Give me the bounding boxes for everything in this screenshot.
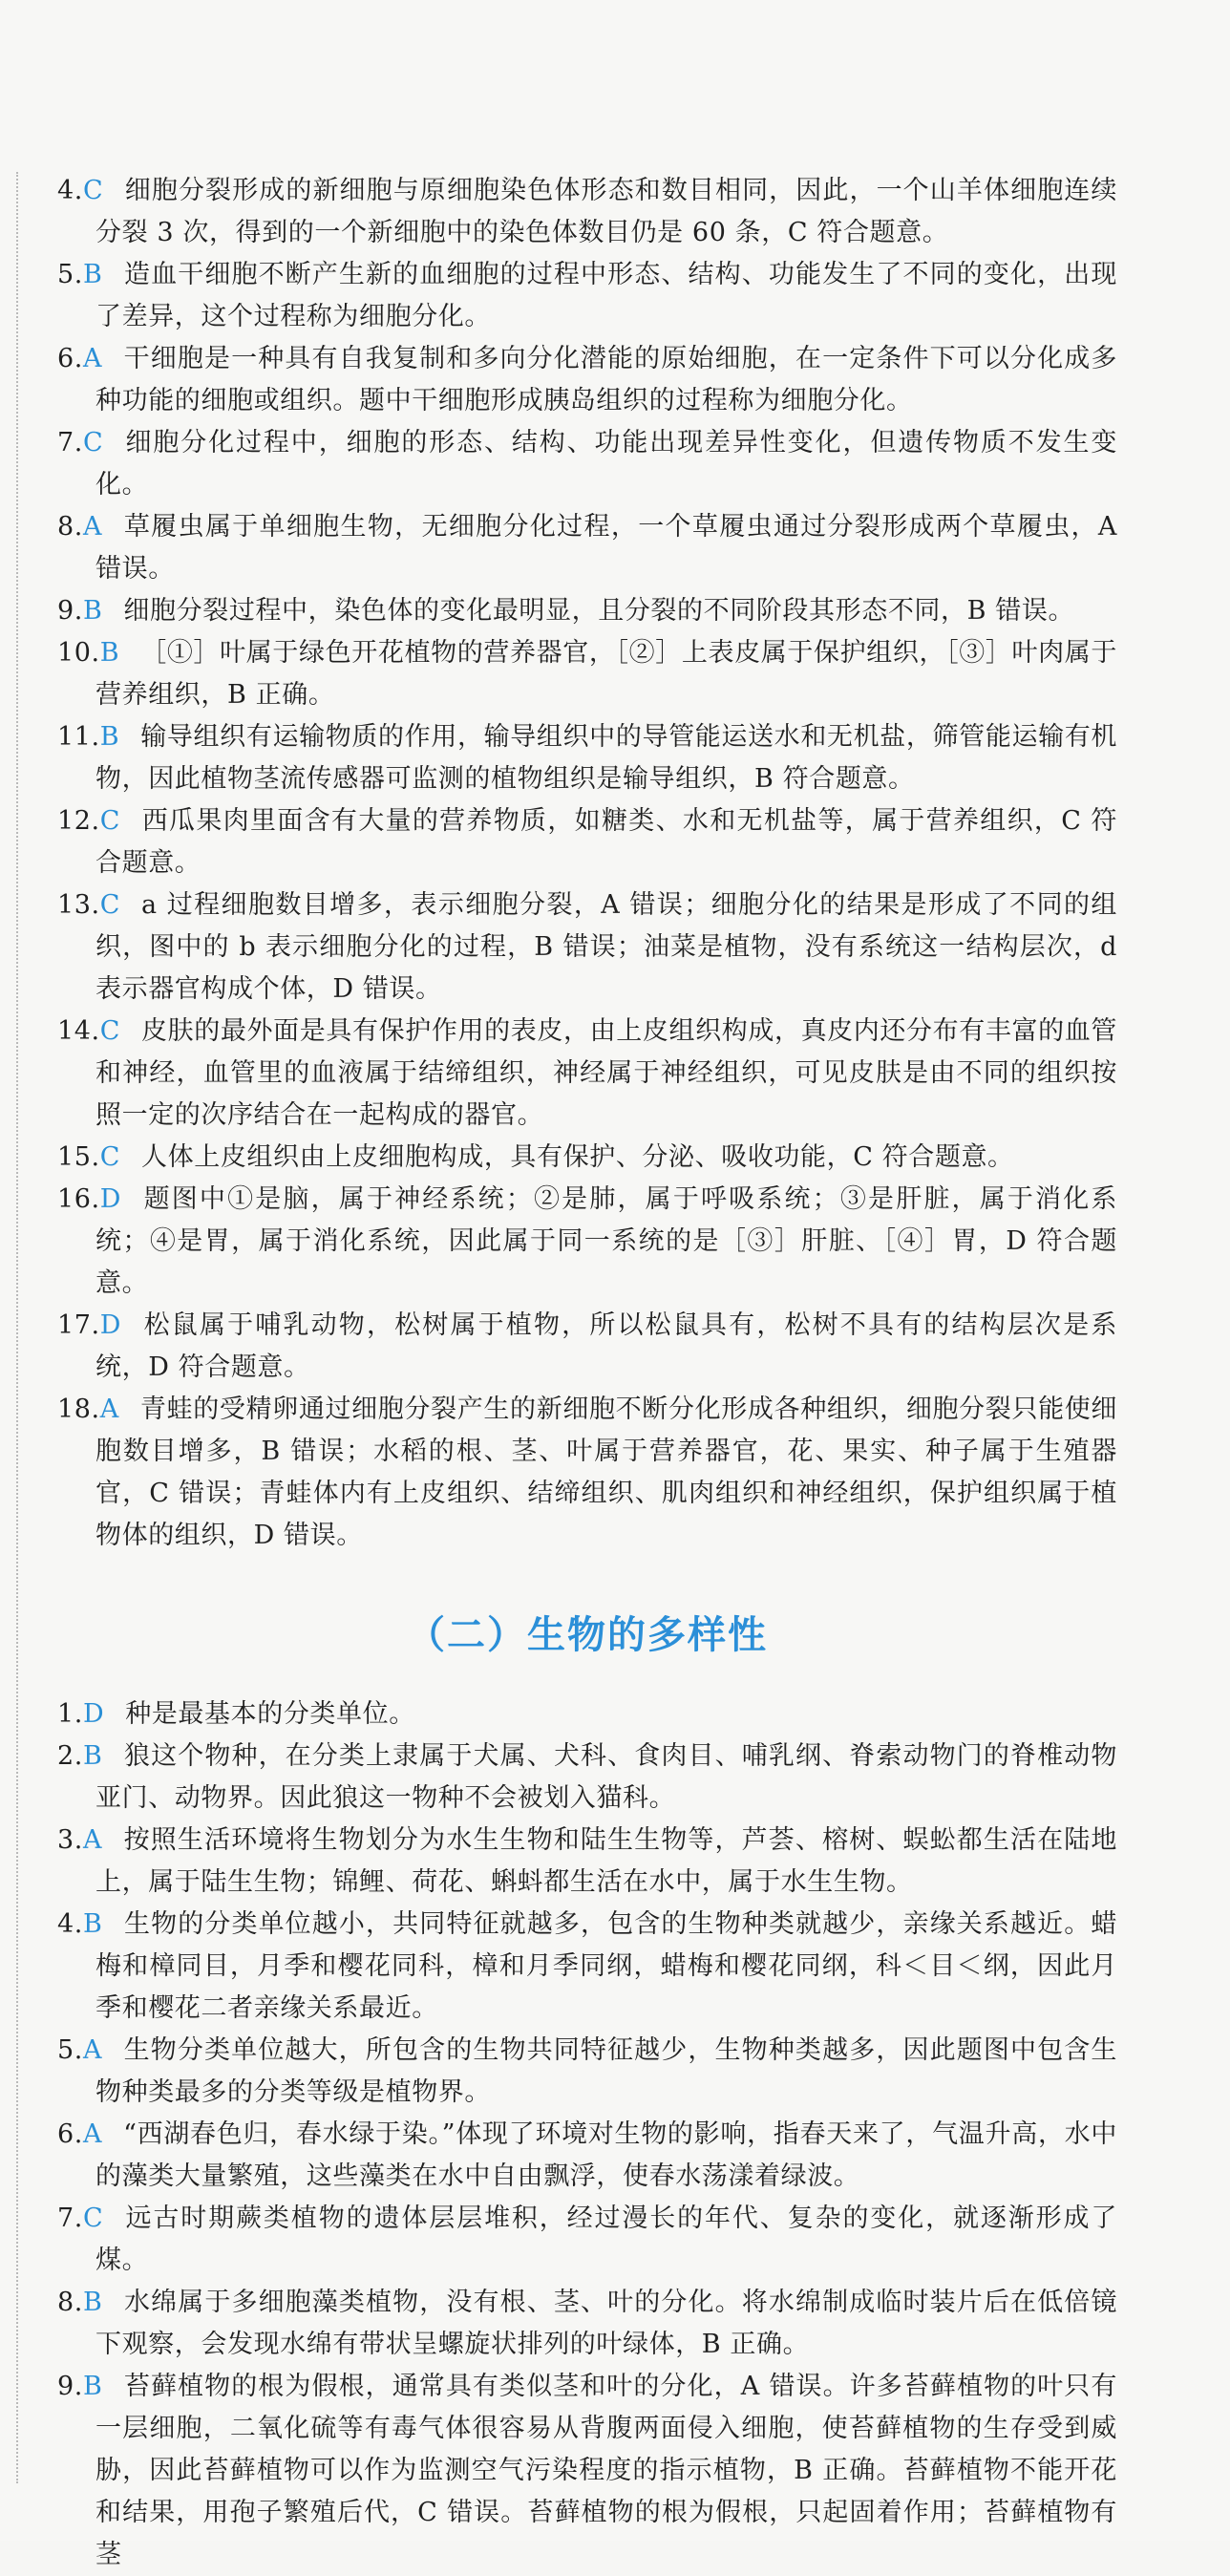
question-number: 16. — [57, 1184, 100, 1214]
answer-item — [57, 338, 1117, 422]
question-number: 6. — [57, 2119, 83, 2149]
answer-item — [57, 716, 1117, 800]
question-number: 14. — [57, 1016, 100, 1046]
answer-item — [57, 2366, 1117, 2576]
answer-letter: B — [99, 722, 120, 752]
question-number: 10. — [57, 638, 100, 668]
question-number: 4. — [57, 1909, 83, 1939]
explanation-text: 细胞分裂过程中，染色体的变化最明显，且分裂的不同阶段其形态不同，B 错误。 — [123, 596, 1075, 626]
answer-letter: B — [82, 2288, 103, 2317]
answer-letter: A — [82, 1825, 103, 1855]
explanation-text: ［①］叶属于绿色开花植物的营养器官，［②］上表皮属于保护组织，［③］叶肉属于营养组织，B 正确。 — [95, 638, 1117, 710]
question-number: 8. — [57, 2288, 83, 2317]
question-number: 7. — [57, 428, 83, 458]
explanation-text: 西瓜果肉里面含有大量的营养物质，如糖类、水和无机盐等，属于营养组织，C 符合题意。 — [95, 806, 1117, 878]
explanation-text: 狼这个物种，在分类上隶属于犬属、犬科、食肉目、哺乳纲、脊索动物门的脊椎动物亚门、动物界。因此狼这一物种不会被划入猫科。 — [95, 1741, 1117, 1813]
question-number: 11. — [57, 722, 100, 752]
explanation-text: 生物的分类单位越小，共同特征就越多，包含的生物种类就越少，亲缘关系越近。蜡梅和樟同目，月季和樱花同科，樟和月季同纲，蜡梅和樱花同纲，科＜目＜纲，因此月季和樱花二者亲缘关系最近。 — [95, 1909, 1117, 2023]
question-number: 4. — [57, 176, 83, 205]
answer-item — [57, 1137, 1117, 1179]
answer-letter: B — [82, 260, 103, 289]
answer-item — [57, 2114, 1117, 2198]
question-number: 5. — [57, 260, 83, 289]
answer-letter: C — [82, 2203, 104, 2233]
question-number: 3. — [57, 1825, 83, 1855]
answer-letter: C — [99, 1016, 121, 1046]
explanation-text: 造血干细胞不断产生新的血细胞的过程中形态、结构、功能发生了不同的变化，出现了差异，这个过程称为细胞分化。 — [95, 260, 1117, 331]
explanation-text: 远古时期蕨类植物的遗体层层堆积，经过漫长的年代、复杂的变化，就逐渐形成了煤。 — [95, 2203, 1117, 2275]
answer-letter: C — [82, 428, 104, 458]
answer-item — [57, 170, 1117, 254]
question-number: 6. — [57, 344, 83, 373]
answer-letter: B — [82, 1909, 103, 1939]
answer-letter: C — [99, 890, 121, 920]
answer-item — [57, 1305, 1117, 1389]
answer-letter: A — [82, 2119, 103, 2149]
question-number: 17. — [57, 1310, 100, 1340]
answer-letter: A — [82, 2035, 103, 2065]
explanation-text: 细胞分化过程中，细胞的形态、结构、功能出现差异性变化，但遗传物质不发生变化。 — [95, 428, 1117, 500]
question-number: 8. — [57, 512, 83, 542]
explanation-text: 皮肤的最外面是具有保护作用的表皮，由上皮组织构成，真皮内还分布有丰富的血管和神经，血管里的血液属于结缔组织，神经属于神经组织，可见皮肤是由不同的组织按照一定的次序结合在一起构成的器官。 — [95, 1016, 1117, 1130]
answer-item — [57, 1389, 1117, 1557]
question-number: 9. — [57, 596, 83, 626]
answer-item — [57, 1179, 1117, 1305]
binding-margin-dotted-line — [16, 172, 18, 2483]
question-number: 9. — [57, 2372, 83, 2401]
explanation-text: 草履虫属于单细胞生物，无细胞分化过程，一个草履虫通过分裂形成两个草履虫，A 错误。 — [95, 512, 1117, 584]
answer-item — [57, 2198, 1117, 2282]
answer-item — [57, 506, 1117, 590]
answer-letter: C — [99, 806, 121, 836]
answer-content — [57, 170, 1117, 2576]
answer-item — [57, 2030, 1117, 2114]
answer-letter: B — [99, 638, 120, 668]
answer-letter: B — [82, 596, 103, 626]
answer-letter: A — [82, 512, 103, 542]
explanation-text: 松鼠属于哺乳动物，松树属于植物，所以松鼠具有，松树不具有的结构层次是系统，D 符合题意。 — [95, 1310, 1117, 1382]
answers-part-1 — [57, 170, 1117, 1557]
answer-letter: A — [99, 1394, 119, 1424]
answer-item — [57, 1735, 1117, 1820]
question-number: 2. — [57, 1741, 83, 1771]
explanation-text: 水绵属于多细胞藻类植物，没有根、茎、叶的分化。将水绵制成临时装片后在低倍镜下观察，会发现水绵有带状呈螺旋状排列的叶绿体，B 正确。 — [95, 2288, 1117, 2359]
answer-item — [57, 254, 1117, 338]
answer-letter: B — [82, 2372, 103, 2401]
answer-item — [57, 1693, 1117, 1735]
explanation-text: 题图中①是脑，属于神经系统；②是肺，属于呼吸系统；③是肝脏，属于消化系统；④是胃，属于消化系统，因此属于同一系统的是［③］肝脏、［④］胃，D 符合题意。 — [95, 1184, 1117, 1298]
explanation-text: 生物分类单位越大，所包含的生物共同特征越少，生物种类越多，因此题图中包含生物种类最多的分类等级是植物界。 — [95, 2035, 1117, 2107]
answer-letter: C — [82, 176, 104, 205]
answer-item — [57, 1820, 1117, 1904]
answer-item — [57, 1011, 1117, 1137]
answer-item — [57, 422, 1117, 506]
question-number: 18. — [57, 1394, 100, 1424]
explanation-text: 细胞分裂形成的新细胞与原细胞染色体形态和数目相同，因此，一个山羊体细胞连续分裂 3 次，得到的一个新细胞中的染色体数目仍是 60 条，C 符合题意。 — [95, 176, 1117, 247]
explanation-text: 人体上皮组织由上皮细胞构成，具有保护、分泌、吸收功能，C 符合题意。 — [141, 1142, 1014, 1172]
question-number: 7. — [57, 2203, 83, 2233]
explanation-text: a 过程细胞数目增多，表示细胞分裂，A 错误；细胞分化的结果是形成了不同的组织，图中的 b 表示细胞分化的过程，B 错误；油菜是植物，没有系统这一结构层次，d 表示器官构成个体，D 错误。 — [95, 890, 1117, 1004]
answer-letter: D — [99, 1184, 121, 1214]
answer-item — [57, 590, 1117, 632]
explanation-text: 干细胞是一种具有自我复制和多向分化潜能的原始细胞，在一定条件下可以分化成多种功能的细胞或组织。题中干细胞形成胰岛组织的过程称为细胞分化。 — [95, 344, 1117, 415]
explanation-text: 按照生活环境将生物划分为水生生物和陆生生物等，芦荟、榕树、蜈蚣都生活在陆地上，属于陆生生物；锦鲤、荷花、蝌蚪都生活在水中，属于水生生物。 — [95, 1825, 1117, 1897]
answer-letter: D — [82, 1699, 105, 1729]
explanation-text: 输导组织有运输物质的作用，输导组织中的导管能运送水和无机盐，筛管能运输有机物，因此植物茎流传感器可监测的植物组织是输导组织，B 符合题意。 — [95, 722, 1117, 794]
answer-item — [57, 800, 1117, 884]
question-number: 5. — [57, 2035, 83, 2065]
question-number: 12. — [57, 806, 100, 836]
explanation-text: 青蛙的受精卵通过细胞分裂产生的新细胞不断分化形成各种组织，细胞分裂只能使细胞数目增多，B 错误；水稻的根、茎、叶属于营养器官，花、果实、种子属于生殖器官，C 错误；青蛙体内有上皮组织、结缔组织、肌肉组织和神经组织，保护组织属于植物体的组织，D 错误。 — [95, 1394, 1117, 1550]
question-number: 1. — [57, 1699, 83, 1729]
explanation-text: “西湖春色归，春水绿于染。”体现了环境对生物的影响，指春天来了，气温升高，水中的藻类大量繁殖，这些藻类在水中自由飘浮，使春水荡漾着绿波。 — [95, 2119, 1117, 2191]
answer-item — [57, 1904, 1117, 2030]
question-number: 15. — [57, 1142, 100, 1172]
answer-item — [57, 632, 1117, 716]
answer-letter: C — [99, 1142, 121, 1172]
answer-item — [57, 884, 1117, 1011]
explanation-text: 苔藓植物的根为假根，通常具有类似茎和叶的分化，A 错误。许多苔藓植物的叶只有一层细胞，二氧化硫等有毒气体很容易从背腹两面侵入细胞，使苔藓植物的生存受到威胁，因此苔藓植物可以作为监测空气污染程度的指示植物，B 正确。苔藓植物不能开花和结果，用孢子繁殖后代，C 错误。苔藓植物的根为假根，只起固着作用；苔藓植物有茎 — [95, 2372, 1117, 2569]
answer-letter: A — [82, 344, 103, 373]
question-number: 13. — [57, 890, 100, 920]
answers-part-2 — [57, 1693, 1117, 2576]
explanation-text: 种是最基本的分类单位。 — [125, 1699, 415, 1729]
section-title: （二）生物的多样性 — [407, 1613, 768, 1657]
answer-letter: B — [82, 1741, 103, 1771]
answer-letter: D — [99, 1310, 121, 1340]
answer-item — [57, 2282, 1117, 2366]
